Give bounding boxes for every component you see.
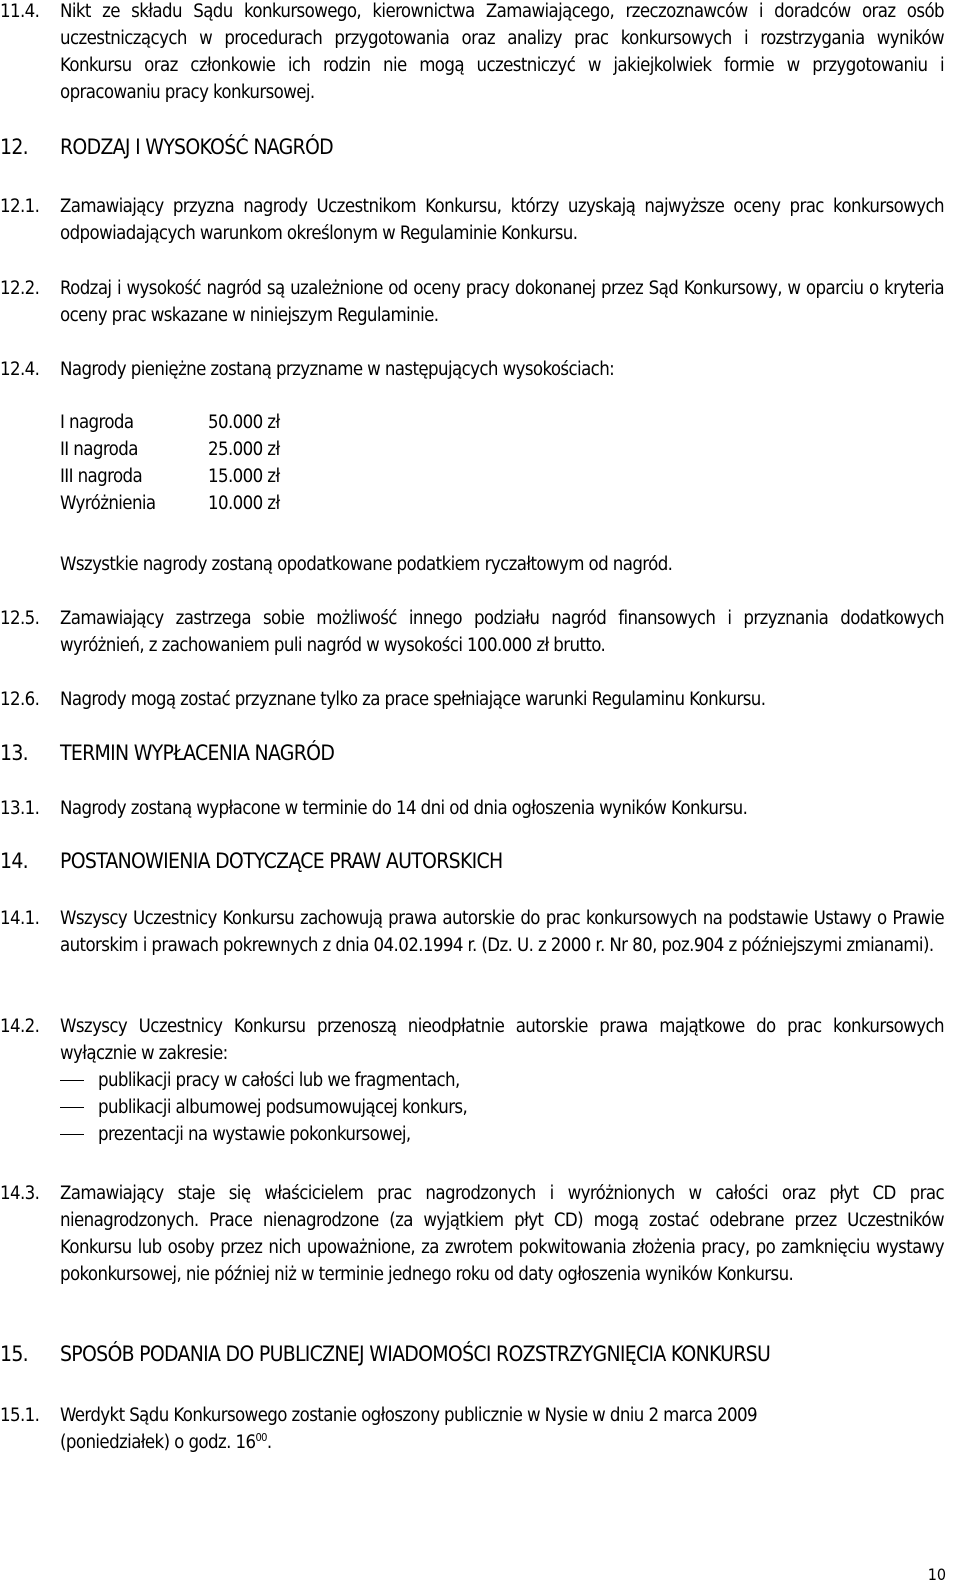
section-number: 14.2. bbox=[0, 1016, 40, 1037]
heading-title: TERMIN WYPŁACENIA NAGRÓD bbox=[60, 741, 335, 765]
tax-note bbox=[0, 551, 944, 578]
heading-number: 14. bbox=[0, 849, 28, 873]
section-text-continued bbox=[60, 1429, 944, 1456]
prize-row bbox=[60, 490, 280, 517]
section-number: 13.1. bbox=[0, 798, 40, 819]
section-number: 15.1. bbox=[0, 1405, 40, 1426]
section-text: Wszyscy Uczestnicy Konkursu przenoszą nieodpłatnie autorskie prawa majątkowe do prac konkursowych wyłącznie w zakresie: bbox=[60, 1016, 944, 1064]
list-item-text: publikacji pracy w całości lub we fragmentach, bbox=[98, 1070, 460, 1091]
section-14-1 bbox=[0, 905, 944, 959]
section-12-1 bbox=[0, 193, 944, 247]
section-12-5 bbox=[0, 605, 944, 659]
heading-title: SPOSÓB PODANIA DO PUBLICZNEJ WIADOMOŚCI ROZSTRZYGNIĘCIA KONKURSU bbox=[60, 1342, 771, 1366]
section-12-2 bbox=[0, 275, 944, 329]
heading-12 bbox=[0, 134, 944, 161]
dash-bullet bbox=[60, 1134, 84, 1135]
heading-14 bbox=[0, 848, 944, 875]
section-text: Zamawiający zastrzega sobie możliwość innego podziału nagród finansowych i przyznania dodatkowych wyróżnień, z zachowaniem puli nagród w wysokości 100.000 zł brutto. bbox=[60, 608, 944, 656]
section-text: Zamawiający przyzna nagrody Uczestnikom Konkursu, którzy uzyskają najwyższe oceny prac konkursowych odpowiadających warunkom określonym w Regulaminie Konkursu. bbox=[60, 196, 944, 244]
section-body bbox=[60, 1402, 944, 1456]
tax-note-text: Wszystkie nagrody zostaną opodatkowane podatkiem ryczałtowym od nagród. bbox=[60, 554, 673, 575]
section-12-6 bbox=[0, 686, 944, 713]
section-12-4 bbox=[0, 356, 944, 383]
section-11-4 bbox=[0, 0, 944, 106]
section-number: 14.3. bbox=[0, 1183, 40, 1204]
section-number: 12.2. bbox=[0, 278, 40, 299]
prize-row bbox=[60, 409, 280, 436]
section-text: Werdykt Sądu Konkursowego zostanie ogłoszony publicznie w Nysie w dniu 2 marca 2009 bbox=[60, 1405, 757, 1426]
heading-13 bbox=[0, 740, 944, 767]
section-number: 12.1. bbox=[0, 196, 40, 217]
sentence-end: . bbox=[266, 1432, 272, 1453]
section-text: Nikt ze składu Sądu konkursowego, kierownictwa Zamawiającego, rzeczoznawców i doradców oraz osób uczestniczących w procedurach przygotowania oraz analizy prac konkursowych i rozstrzygania wyników Konkursu oraz członkowie ich rodzin nie mogą uczestniczyć w jakiejkolwiek formie w przygotowaniu i opracowaniu pracy konkursowej. bbox=[60, 1, 944, 103]
section-number: 11.4. bbox=[0, 1, 40, 22]
section-text: Nagrody zostaną wypłacone w terminie do 14 dni od dnia ogłoszenia wyników Konkursu. bbox=[60, 798, 748, 819]
prize-amount: 15.000 zł bbox=[208, 466, 280, 487]
heading-title: POSTANOWIENIA DOTYCZĄCE PRAW AUTORSKICH bbox=[60, 849, 503, 873]
section-text: Nagrody mogą zostać przyznane tylko za prace spełniające warunki Regulaminu Konkursu. bbox=[60, 689, 766, 710]
heading-number: 13. bbox=[0, 741, 28, 765]
dash-bullet bbox=[60, 1107, 84, 1108]
section-number: 12.4. bbox=[0, 359, 40, 380]
page-number: 10 bbox=[927, 1565, 946, 1584]
dash-bullet bbox=[60, 1080, 84, 1081]
heading-number: 15. bbox=[0, 1342, 28, 1366]
section-14-3 bbox=[0, 1180, 944, 1288]
section-text: Wszyscy Uczestnicy Konkursu zachowują prawa autorskie do prac konkursowych na podstawie Ustawy o Prawie autorskim i prawach pokrewnych z dnia 04.02.1994 r. (Dz. U. z 2000 r. Nr 80, poz.904 z późniejszymi zmianami). bbox=[60, 908, 944, 956]
prize-row bbox=[60, 463, 280, 490]
prize-name: Wyróżnienia bbox=[60, 493, 156, 514]
date-text: (poniedziałek) o godz. 16 bbox=[60, 1432, 256, 1453]
section-13-1 bbox=[0, 795, 944, 822]
prize-name: I nagroda bbox=[60, 412, 134, 433]
prize-name: III nagroda bbox=[60, 466, 143, 487]
list-item bbox=[60, 1067, 944, 1094]
heading-title: RODZAJ I WYSOKOŚĆ NAGRÓD bbox=[60, 135, 333, 159]
prize-amount: 25.000 zł bbox=[208, 439, 280, 460]
section-number: 14.1. bbox=[0, 908, 40, 929]
section-text: Rodzaj i wysokość nagród są uzależnione od oceny pracy dokonanej przez Sąd Konkursowy, w oparciu o kryteria oceny prac wskazane w niniejszym Regulaminie. bbox=[60, 278, 944, 326]
section-number: 12.5. bbox=[0, 608, 40, 629]
section-text: Zamawiający staje się właścicielem prac nagrodzonych i wyróżnionych w całości oraz płyt CD prac nienagrodzonych. Prace nienagrodzone (za wyjątkiem płyt CD) mogą zostać odebrane przez Uczestników Konkursu lub osoby przez nich upoważnione, za zwrotem pokwitowania złożenia pracy, po zamknięciu wystawy pokonkursowej, nie później niż w terminie jednego roku od daty ogłoszenia wyników Konkursu. bbox=[60, 1183, 944, 1285]
prize-amount: 50.000 zł bbox=[208, 412, 280, 433]
list-item bbox=[60, 1121, 944, 1148]
section-number: 12.6. bbox=[0, 689, 40, 710]
heading-number: 12. bbox=[0, 135, 28, 159]
prize-row bbox=[60, 436, 280, 463]
list-item-text: publikacji albumowej podsumowującej konkurs, bbox=[98, 1097, 468, 1118]
prize-amount: 10.000 zł bbox=[208, 493, 280, 514]
heading-15 bbox=[0, 1341, 944, 1368]
rights-list bbox=[60, 1067, 944, 1148]
section-15-1 bbox=[0, 1402, 944, 1456]
section-body bbox=[60, 1013, 944, 1148]
section-text: Nagrody pieniężne zostaną przyzname w następujących wysokościach: bbox=[60, 359, 615, 380]
list-item bbox=[60, 1094, 944, 1121]
list-item-text: prezentacji na wystawie pokonkursowej, bbox=[98, 1124, 411, 1145]
section-14-2 bbox=[0, 1013, 944, 1148]
prize-name: II nagroda bbox=[60, 439, 138, 460]
prize-table bbox=[60, 409, 280, 517]
time-minutes: 00 bbox=[255, 1431, 267, 1444]
